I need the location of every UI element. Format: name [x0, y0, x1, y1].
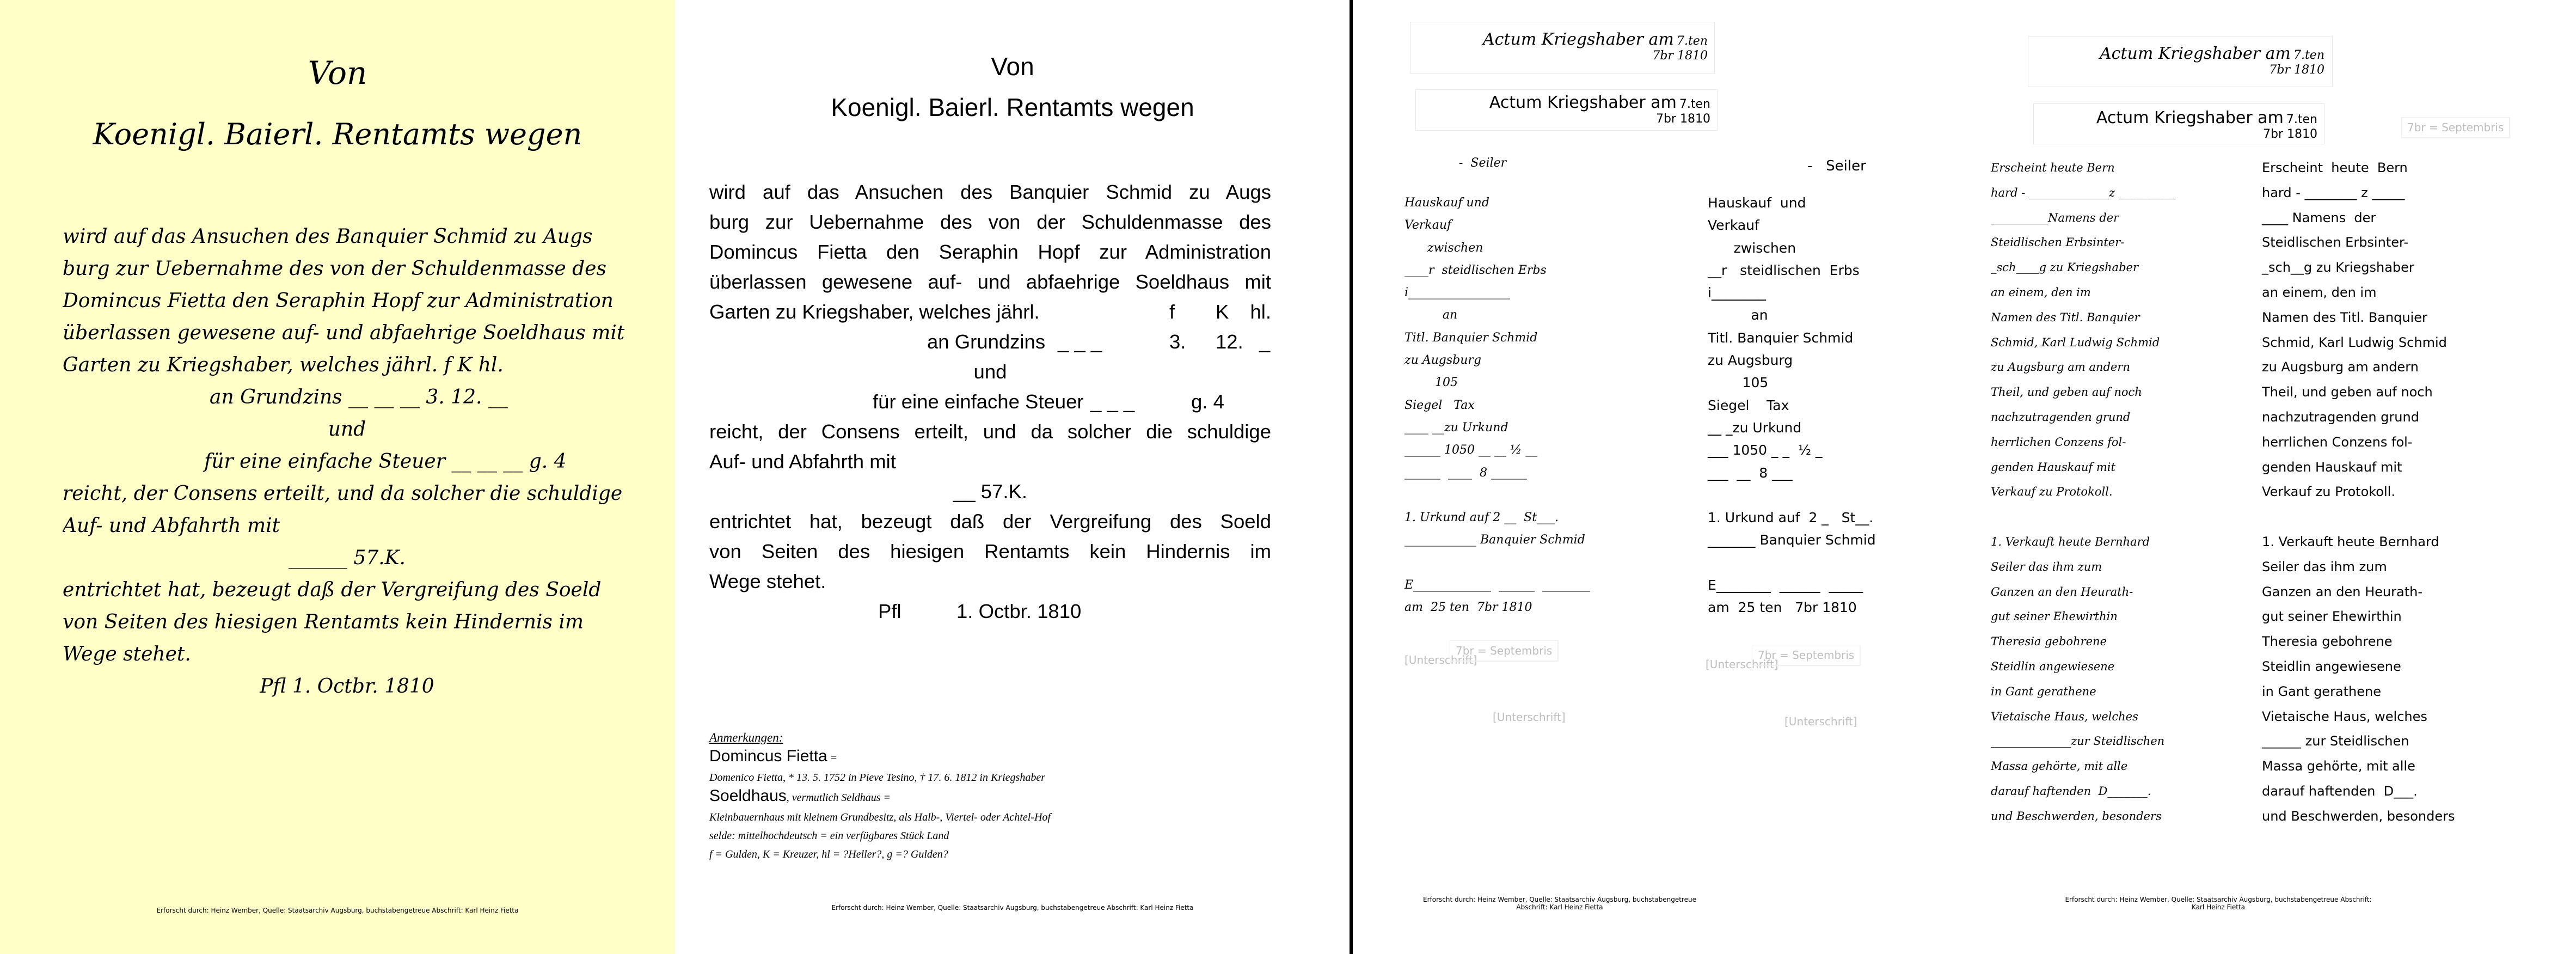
protocol-line: Seiler das ihm zum: [1991, 560, 2102, 573]
protocol-line: zu Augsburg am andern: [1991, 360, 2130, 374]
protocol-line: hard - ________ z _____: [2262, 185, 2405, 200]
header-text: Actum Kriegshaber am: [1489, 93, 1677, 112]
protocol-line: Massa gehörte, mit alle: [2262, 759, 2415, 774]
protocol-line: [1991, 505, 2176, 530]
protocol-line: E_____________ ______ ________: [1404, 578, 1591, 592]
script-column: [1404, 192, 1590, 619]
body-line: überlassen gewesene auf- und abfaehrige Soeldhaus mit: [709, 271, 1271, 293]
header-sup: 7.ten: [1676, 34, 1708, 48]
header-box-script: [2028, 36, 2333, 87]
protocol-line: nachzutragenden grund: [2262, 409, 2419, 425]
protocol-line: nachzutragenden grund: [1991, 410, 2131, 424]
page-heading-von: Von: [308, 54, 367, 91]
grundzins-label: an Grundzins: [927, 331, 1046, 353]
body-line: burg zur Uebernahme des von der Schuldenmasse des: [63, 258, 606, 280]
header-box-plain: [2033, 103, 2324, 144]
protocol-page-1: [1353, 0, 1979, 954]
body-line: entrichtet hat, bezeugt daß der Vergreifung des Soeld: [709, 510, 1271, 533]
protocol-line: [1708, 484, 1876, 506]
protocol-line: am 25 ten 7br 1810: [1404, 601, 1532, 615]
note-eq: =: [827, 752, 838, 764]
body-line: wird auf das Ansuchen des Banquier Schmid zu Augs: [709, 181, 1271, 203]
grundzins-f: 3.: [1169, 331, 1186, 353]
header-date: 7br 1810: [1656, 112, 1710, 126]
protocol-line: Siegel Tax: [1708, 397, 1789, 413]
protocol-line: Schmid, Karl Ludwig Schmid: [2262, 334, 2447, 350]
protocol-line: Massa gehörte, mit alle: [1991, 760, 2128, 773]
header-date: 7br 1810: [2269, 63, 2324, 77]
body-line: und: [328, 418, 366, 441]
note-eq: , vermutlich Seldhaus =: [786, 792, 891, 804]
protocol-page-2: [1979, 0, 2576, 954]
page-footer: Erforscht durch: Heinz Wember, Quelle: Staatsarchiv Augsburg, buchstabengetreue Abschrift: Karl Heinz Fietta: [2065, 896, 2372, 911]
protocol-line: 1. Verkauft heute Bernhard: [2262, 534, 2439, 549]
protocol-line: Steidlin angewiesene: [1991, 659, 2115, 673]
unit-k: K: [1216, 301, 1229, 323]
protocol-line: ______ 1050 __ __ ½ __: [1404, 443, 1538, 457]
protocol-line: __ _zu Urkund: [1708, 419, 1802, 436]
body-line: ______ 57.K.: [288, 547, 406, 569]
body-line: überlassen gewesene auf- und abfaehrige Soeldhaus mit: [63, 322, 625, 344]
body-line: von Seiten des hiesigen Rentamts kein Hindernis im: [63, 611, 584, 633]
protocol-line: Theresia gebohrene: [2262, 634, 2393, 650]
protocol-line: Theil, und geben auf noch: [1991, 386, 2142, 399]
page-heading-von: Von: [991, 52, 1034, 81]
protocol-line: Erscheint heute Bern: [1991, 161, 2115, 174]
protocol-line: Verkauf: [1404, 218, 1452, 233]
protocol-line: Theresia gebohrene: [1991, 635, 2107, 649]
protocol-line: Titl. Banquier Schmid: [1404, 331, 1538, 345]
steuer-line: [709, 387, 1271, 417]
protocol-line: und Beschwerden, besonders: [2262, 808, 2455, 824]
plain-column: [1708, 192, 1876, 619]
protocol-line: zu Augsburg: [1404, 353, 1482, 368]
grundzins-hl: _: [1259, 331, 1271, 353]
protocol-line: __r steidlischen Erbs: [1708, 262, 1860, 278]
protocol-line: 105: [1404, 376, 1458, 390]
signature-placeholder: [Unterschrift]: [1784, 715, 1857, 728]
page-footer: Erforscht durch: Heinz Wember, Quelle: Staatsarchiv Augsburg, buchstabengetreue Abschrift: Karl Heinz Fietta: [1423, 896, 1696, 911]
protocol-line: und Beschwerden, besonders: [1991, 809, 2162, 823]
protocol-line: _sch__g zu Kriegshaber: [2262, 260, 2414, 276]
unit-f: f: [1169, 301, 1175, 323]
protocol-line: Siegel Tax: [1404, 398, 1475, 412]
protocol-line: [1708, 552, 1876, 574]
header-date: 7br 1810: [1652, 49, 1708, 63]
protocol-line: ____________ Banquier Schmid: [1404, 533, 1585, 547]
protocol-line: 1. Verkauft heute Bernhard: [1991, 535, 2150, 548]
body-line: und: [973, 360, 1007, 383]
protocol-line: in Gant gerathene: [2262, 683, 2381, 699]
grundzins-line: [709, 327, 1271, 357]
occupation-plain: - Seiler: [1807, 158, 1866, 174]
body-text: Garten zu Kriegshaber, welches jährl.: [709, 301, 1040, 323]
body-line: burg zur Uebernahme des von der Schuldenmasse des: [709, 211, 1271, 233]
protocol-line: ___ 1050 _ _ ½ _: [1708, 442, 1823, 458]
protocol-line: Hauskauf und: [1404, 196, 1489, 210]
protocol-line: ____r steidlischen Erbs: [1404, 263, 1547, 277]
protocol-line: Theil, und geben auf noch: [2262, 384, 2433, 400]
body-line: an Grundzins __ __ __ 3. 12. __: [210, 386, 508, 408]
protocol-line: Seiler das ihm zum: [2262, 559, 2387, 574]
protocol-line: _sch____g zu Kriegshaber: [1991, 261, 2138, 274]
protocol-line: Namen des Titl. Banquier: [1991, 310, 2140, 324]
note-box: 7br = Septembris: [2401, 117, 2510, 138]
protocol-line: ____ Namens der: [2262, 210, 2376, 225]
protocol-line: ______ ____ 8 ______: [1404, 466, 1527, 480]
protocol-line: darauf haftenden D___.: [2262, 783, 2418, 799]
protocol-line: an: [1404, 308, 1458, 322]
protocol-line: herrlichen Conzens fol-: [2262, 434, 2413, 450]
steuer-blanks: _ _ _: [1090, 390, 1135, 413]
protocol-line: Verkauf zu Protokoll.: [2262, 484, 2395, 500]
protocol-line: i_________________: [1404, 286, 1511, 300]
note-term: Soeldhaus: [709, 787, 787, 805]
header-sup: 7.ten: [2286, 113, 2317, 126]
protocol-line: an: [1708, 307, 1768, 323]
protocol-line: hard - ______________z __________: [1991, 186, 2176, 199]
protocol-line: zwischen: [1708, 240, 1796, 256]
protocol-line: 1. Urkund auf 2 _ St__.: [1708, 510, 1874, 526]
annotations-label: Anmerkungen:: [709, 731, 783, 744]
protocol-line: Vietaische Haus, welches: [1991, 710, 2138, 723]
page-heading-title: Koenigl. Baierl. Rentamts wegen: [831, 93, 1194, 121]
date-line: Pfl 1. Octbr. 1810: [878, 600, 1082, 622]
body-line: __ 57.K.: [953, 480, 1027, 503]
steuer-g: g. 4: [1191, 390, 1224, 413]
protocol-line: Ganzen an den Heurath-: [2262, 584, 2422, 600]
unit-hl: hl.: [1250, 301, 1271, 323]
protocol-line: ______________zur Steidlischen: [1991, 735, 2165, 748]
note-term: Domincus Fietta: [709, 747, 827, 765]
protocol-line: ____ __zu Urkund: [1404, 420, 1508, 435]
protocol-line: Vietaische Haus, welches: [2262, 708, 2427, 724]
protocol-line: Erscheint heute Bern: [2262, 160, 2408, 175]
header-sup: 7.ten: [2293, 48, 2324, 62]
protocol-line: an einem, den im: [2262, 284, 2377, 300]
protocol-line: genden Hauskauf mit: [1991, 460, 2115, 474]
protocol-line: __________Namens der: [1991, 211, 2119, 224]
body-line: Domincus Fietta den Seraphin Hopf zur Administration: [63, 290, 614, 312]
body-line: Auf- und Abfahrth mit: [63, 515, 280, 537]
protocol-line: Steidlin angewiesene: [2262, 658, 2401, 674]
protocol-line: Steidlischen Erbsinter-: [2262, 235, 2408, 250]
protocol-line: E________ ______ _____: [1708, 577, 1863, 594]
protocol-line: [2262, 505, 2455, 530]
body-line: reicht, der Consens erteilt, und da solcher die schuldige: [709, 420, 1271, 443]
page-footer: Erforscht durch: Heinz Wember, Quelle: Staatsarchiv Augsburg, buchstabengetreue Abschrift: Karl Heinz Fietta: [831, 904, 1194, 912]
header-sup: 7.ten: [1679, 97, 1710, 111]
protocol-line: zu Augsburg: [1708, 352, 1793, 369]
page-heading-title: Koenigl. Baierl. Rentamts wegen: [93, 117, 582, 151]
protocol-line: herrlichen Conzens fol-: [1991, 435, 2126, 449]
script-body: [63, 221, 631, 702]
body-line: Auf- und Abfahrth mit: [709, 450, 896, 473]
typed-page-1: [675, 0, 1350, 954]
header-box-plain: [1415, 89, 1718, 131]
note-text: selde: mittelhochdeutsch = ein verfügbares Stück Land: [709, 830, 949, 842]
protocol-line: zu Augsburg am andern: [2262, 359, 2419, 375]
steuer-label: für eine einfache Steuer: [873, 390, 1084, 413]
typed-body: [709, 177, 1271, 626]
protocol-line: Namen des Titl. Banquier: [2262, 309, 2427, 325]
protocol-line: ______ zur Steidlischen: [2262, 733, 2409, 749]
signature-placeholder: [Unterschrift]: [1493, 711, 1566, 724]
protocol-line: gut seiner Ehewirthin: [1991, 610, 2118, 623]
body-line: Domincus Fietta den Seraphin Hopf zur Administration: [709, 241, 1271, 263]
protocol-line: ___ __ 8 ___: [1708, 464, 1793, 481]
protocol-line: 105: [1708, 375, 1769, 391]
protocol-line: [1404, 552, 1590, 574]
protocol-line: 1. Urkund auf 2 __ St___.: [1404, 511, 1559, 525]
protocol-line: Titl. Banquier Schmid: [1708, 329, 1854, 346]
grundzins-k: 12.: [1216, 331, 1243, 353]
protocol-line: Verkauf zu Protokoll.: [1991, 485, 2113, 499]
body-line: von Seiten des hiesigen Rentamts kein Hindernis im: [709, 540, 1271, 562]
header-date: 7br 1810: [2263, 127, 2317, 141]
protocol-line: genden Hauskauf mit: [2262, 459, 2402, 475]
body-line: für eine einfache Steuer __ __ __ g. 4: [204, 450, 567, 473]
script-column: [1991, 156, 2176, 829]
body-line: wird auf das Ansuchen des Banquier Schmid zu Augs: [63, 225, 593, 248]
annotations: [709, 729, 1254, 864]
protocol-line: gut seiner Ehewirthin: [2262, 609, 2402, 625]
header-box-script: [1410, 22, 1715, 74]
protocol-line: [1404, 484, 1590, 506]
body-line: reicht, der Consens erteilt, und da solcher die schuldige: [63, 482, 623, 505]
body-line: entrichtet hat, bezeugt daß der Vergreifung des Soeld: [63, 579, 602, 601]
note-text: f = Gulden, K = Kreuzer, hl = ?Heller?, g =? Gulden?: [709, 848, 948, 860]
protocol-line: Verkauf: [1708, 217, 1759, 234]
header-text: Actum Kriegshaber am: [1482, 30, 1674, 49]
protocol-line: _______ Banquier Schmid: [1708, 532, 1876, 548]
protocol-line: Steidlischen Erbsinter-: [1991, 236, 2125, 249]
header-text: Actum Kriegshaber am: [2099, 44, 2291, 63]
header-text: Actum Kriegshaber am: [2096, 108, 2284, 127]
grundzins-blanks: _ _ _: [1058, 331, 1102, 353]
body-line: Garten zu Kriegshaber, welches jährl. f K hl.: [63, 354, 504, 376]
protocol-line: an einem, den im: [1991, 285, 2091, 299]
body-line: Wege stehet.: [709, 570, 826, 592]
protocol-line: Schmid, Karl Ludwig Schmid: [1991, 335, 2160, 349]
note-box: 7br = Septembris: [1450, 640, 1558, 661]
note-box: 7br = Septembris: [1752, 645, 1860, 665]
protocol-line: in Gant gerathene: [1991, 684, 2096, 698]
plain-column: [2262, 156, 2455, 829]
occupation-script: - Seiler: [1459, 156, 1507, 170]
protocol-line: zwischen: [1404, 241, 1483, 255]
note-text: Domenico Fietta, * 13. 5. 1752 in Pieve Tesino, † 17. 6. 1812 in Kriegshaber: [709, 772, 1045, 784]
script-page-1: [0, 0, 675, 954]
note-text: Kleinbauernhaus mit kleinem Grundbesitz, als Halb-, Viertel- oder Achtel-Hof: [709, 811, 1051, 823]
protocol-line: Ganzen an den Heurath-: [1991, 585, 2133, 598]
signature-placeholder: [Unterschrift]: [1404, 653, 1477, 666]
body-line: Wege stehet.: [63, 643, 191, 665]
page-footer: Erforscht durch: Heinz Wember, Quelle: Staatsarchiv Augsburg, buchstabengetreue Abschrift: Karl Heinz Fietta: [156, 907, 519, 914]
protocol-line: darauf haftenden D_______.: [1991, 784, 2151, 798]
protocol-line: Hauskauf und: [1708, 195, 1806, 211]
date-line: Pfl 1. Octbr. 1810: [260, 675, 434, 698]
body-line: [709, 297, 1271, 327]
signature-placeholder: [Unterschrift]: [1706, 658, 1778, 671]
protocol-line: am 25 ten 7br 1810: [1708, 600, 1857, 616]
protocol-line: i________: [1708, 285, 1766, 301]
